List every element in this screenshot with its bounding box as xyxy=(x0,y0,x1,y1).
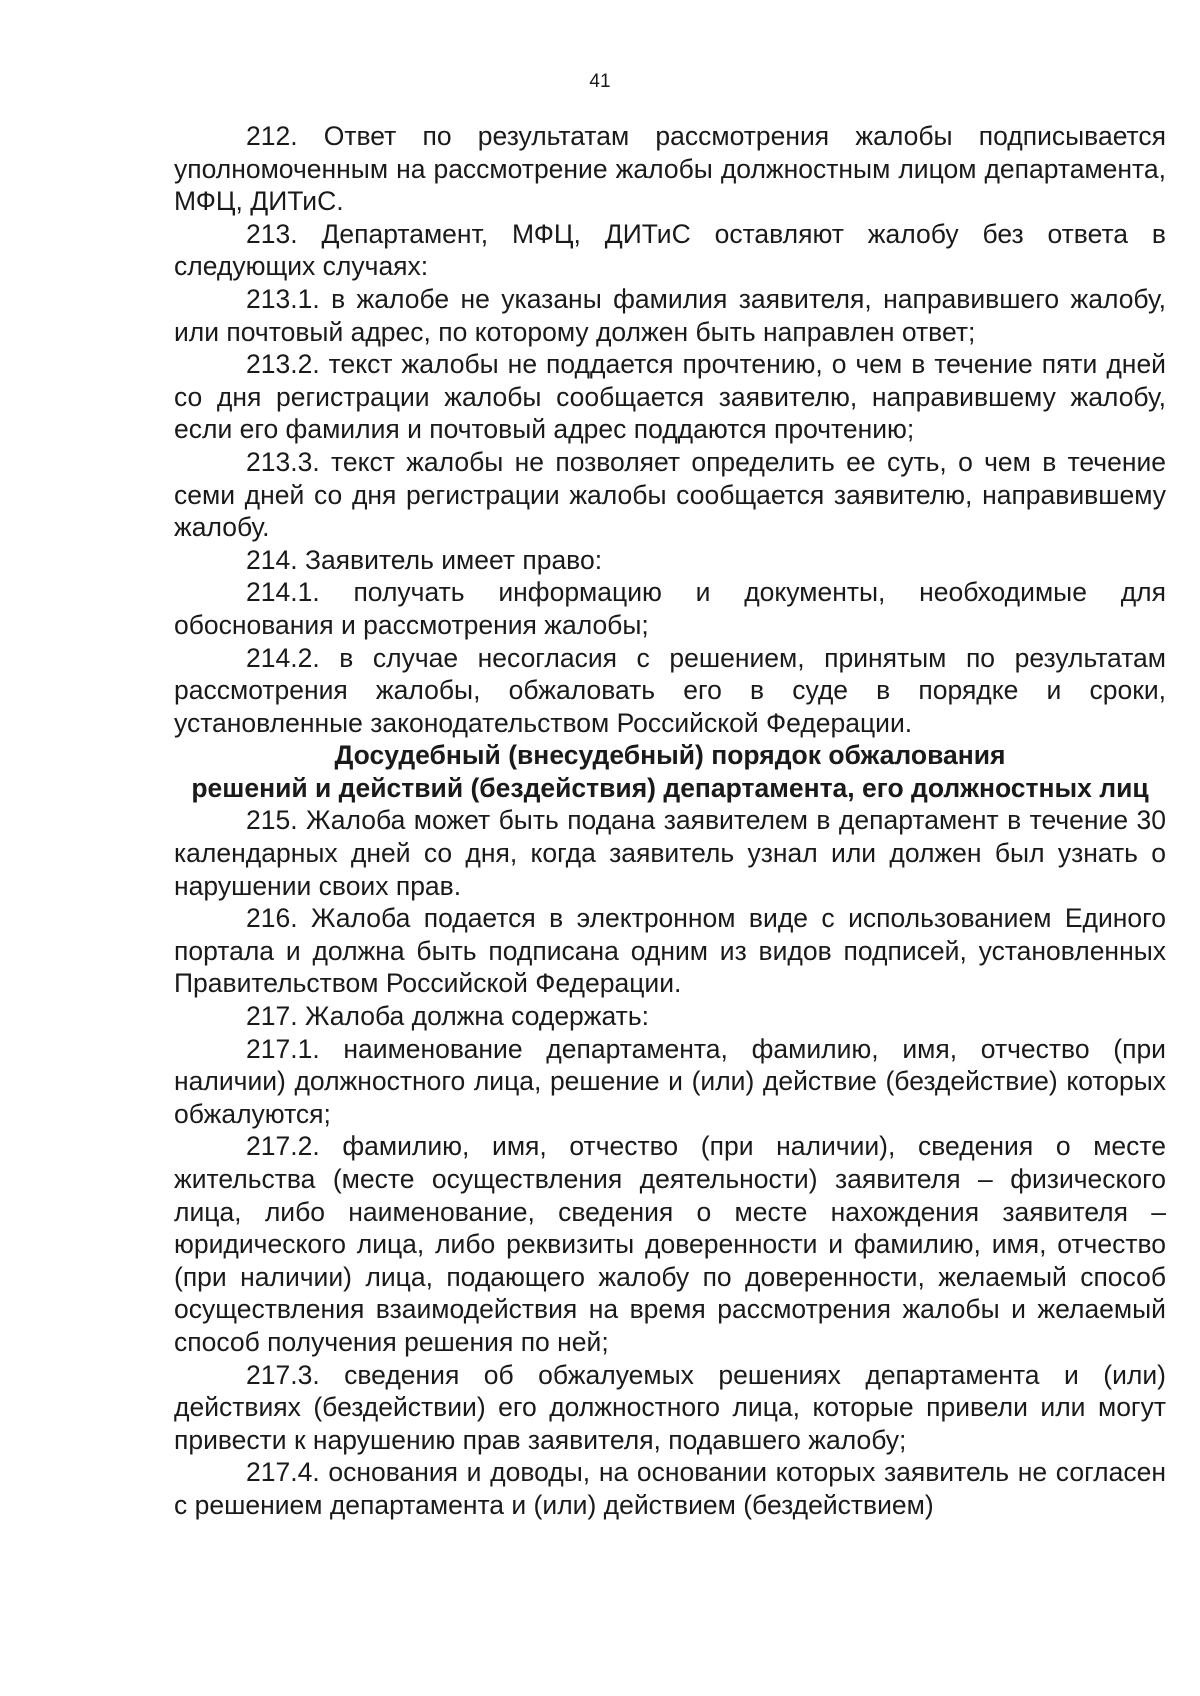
paragraph-215: 215. Жалоба может быть подана заявителем в департамент в течение 30 календарных дней со дня, когда заявитель узнал или должен был узнать о нарушении своих прав. xyxy=(174,805,1166,901)
paragraph-213-1: 213.1. в жалобе не указаны фамилия заявителя, направившего жалобу, или почтовый адрес, по которому должен быть направлен ответ; xyxy=(174,283,1166,347)
paragraph-214-1: 214.1. получать информацию и документы, необходимые для обоснования и рассмотрения жалобы; xyxy=(174,577,1166,640)
page-number: 41 xyxy=(589,71,611,92)
paragraph-217-4: 217.4. основания и доводы, на основании которых заявитель не согласен с решением департамента и (или) действием (бездействием) xyxy=(174,1457,1166,1520)
paragraph-217-3: 217.3. сведения об обжалуемых решениях департамента и (или) действиях (бездействии) его должностного лица, которые привели или могут привести к нарушению прав заявителя, подавшего жалобу; xyxy=(174,1359,1166,1455)
paragraph-213-2: 213.2. текст жалобы не поддается прочтению, о чем в течение пяти дней со дня регистрации жалобы сообщается заявителю, направившему жалобу, если его фамилия и почтовый адрес поддаются прочтению; xyxy=(174,349,1166,445)
paragraph-213: 213. Департамент, МФЦ, ДИТиС оставляют жалобу без ответа в следующих случаях: xyxy=(174,218,1166,282)
paragraph-217-2: 217.2. фамилию, имя, отчество (при наличии), сведения о месте жительства (месте осуществления деятельности) заявителя – физического лица, либо наименование, сведения о месте нахождения заявителя – юридического лица, либо реквизиты доверенности и фамилию, имя, отчество (при наличии) лица, подающего жалобу по доверенности, желаемый способ осуществления взаимодействия на время рассмотрения жалобы и желаемый способ получения решения по ней; xyxy=(174,1131,1166,1357)
section-heading-line-2: решений и действий (бездействия) департамента, его должностных лиц xyxy=(191,772,1149,803)
paragraph-216: 216. Жалоба подается в электронном виде с использованием Единого портала и должна быть подписана одним из видов подписей, установленных Правительством Российской Федерации. xyxy=(174,903,1166,999)
paragraph-212: 212. Ответ по результатам рассмотрения жалобы подписывается уполномоченным на рассмотрение жалобы должностным лицом департамента, МФЦ, ДИТиС. xyxy=(174,121,1166,217)
section-heading xyxy=(174,739,1166,804)
paragraph-217-1: 217.1. наименование департамента, фамилию, имя, отчество (при наличии) должностного лица, решение и (или) действие (бездействие) которых обжалуются; xyxy=(174,1033,1166,1129)
document-body xyxy=(174,120,1166,1522)
paragraph-214-2: 214.2. в случае несогласия с решением, принятым по результатам рассмотрения жалобы, обжаловать его в суде в порядке и сроки, установленные законодательством Российской Федерации. xyxy=(174,642,1166,738)
paragraph-217: 217. Жалоба должна содержать: xyxy=(246,1001,649,1032)
paragraph-213-3: 213.3. текст жалобы не позволяет определить ее суть, о чем в течение семи дней со дня регистрации жалобы сообщается заявителю, направившему жалобу. xyxy=(174,446,1166,543)
section-heading-line-1: Досудебный (внесудебный) порядок обжалования xyxy=(334,740,1006,771)
paragraph-214: 214. Заявитель имеет право: xyxy=(246,544,603,575)
